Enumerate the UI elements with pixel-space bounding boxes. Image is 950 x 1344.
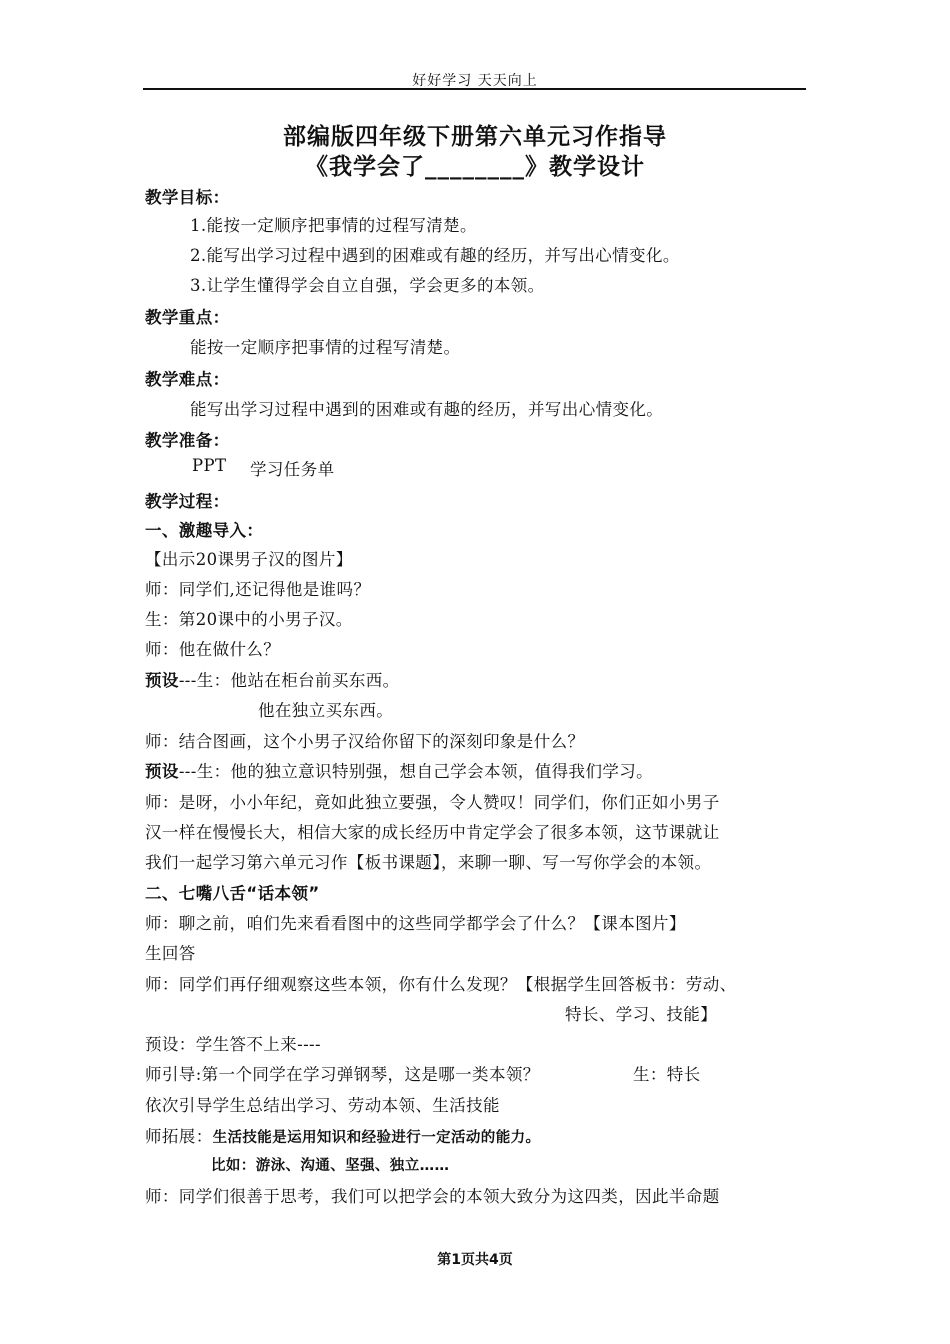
goal-item: 3.让学生懂得学会自立自强，学会更多的本领。 xyxy=(190,276,545,295)
section2-line: 特长、学习、技能】 xyxy=(565,1005,718,1024)
preset1-line xyxy=(145,667,400,691)
section2-last-line: 师：同学们很善于思考，我们可以把学会的本领大致分为这四类，因此半命题 xyxy=(145,1187,720,1206)
prep-item-ppt: PPT xyxy=(192,456,227,475)
difficulty-text: 能写出学习过程中遇到的困难或有趣的经历，并写出心情变化。 xyxy=(190,400,664,419)
preset1-text: ---生：他站在柜台前买东西。 xyxy=(178,671,400,690)
doc-title-line2: 《我学会了________》教学设计 xyxy=(305,154,645,180)
preset2-line xyxy=(145,758,653,782)
doc-title-line1: 部编版四年级下册第六单元习作指导 xyxy=(283,124,667,150)
expand-label: 师拓展： xyxy=(145,1127,213,1146)
focus-heading: 教学重点： xyxy=(145,308,230,327)
section1-para-line: 汉一样在慢慢长大，相信大家的成长经历中肯定学会了很多本领，这节课就让 xyxy=(145,823,720,842)
goal-item: 1.能按一定顺序把事情的过程写清楚。 xyxy=(190,216,477,235)
section2-line: 预设：学生答不上来---- xyxy=(145,1035,322,1054)
section1-line: 生：第20课中的小男子汉。 xyxy=(145,610,353,629)
focus-text: 能按一定顺序把事情的过程写清楚。 xyxy=(190,338,461,357)
section2-line: 依次引导学生总结出学习、劳动本领、生活技能 xyxy=(145,1096,500,1115)
page-footer: 第1页共4页 xyxy=(437,1252,513,1268)
section1-para-line: 师：是呀，小小年纪，竟如此独立要强，令人赞叹！同学们，你们正如小男子 xyxy=(145,793,720,812)
prep-item-tasksheet: 学习任务单 xyxy=(250,460,335,479)
section2-answer: 生：特长 xyxy=(633,1065,701,1084)
header-divider xyxy=(143,88,806,90)
section1-line: 【出示20课男子汉的图片】 xyxy=(145,550,353,569)
section2-line: 师引导:第一个同学在学习弹钢琴，这是哪一类本领？ xyxy=(145,1065,540,1084)
preset2-text: ---生：他的独立意识特别强，想自己学会本领，值得我们学习。 xyxy=(178,762,654,781)
goal-item: 2.能写出学习过程中遇到的困难或有趣的经历，并写出心情变化。 xyxy=(190,246,680,265)
header-motto: 好好学习 天天向上 xyxy=(412,73,538,89)
section2-line: 师：同学们再仔细观察这些本领，你有什么发现？【根据学生回答板书：劳动、 xyxy=(145,975,737,994)
preset2-label: 预设 xyxy=(145,762,179,781)
section2-line: 师：聊之前，咱们先来看看图中的这些同学都学会了什么？【课本图片】 xyxy=(145,914,686,933)
process-heading: 教学过程： xyxy=(145,492,230,511)
section1-para-line: 我们一起学习第六单元习作【板书课题】，来聊一聊、写一写你学会的本领。 xyxy=(145,853,712,872)
section1-line: 师：他在做什么？ xyxy=(145,640,281,659)
difficulty-heading: 教学难点： xyxy=(145,370,230,389)
expand-line xyxy=(145,1123,540,1147)
expand-text: 生活技能是运用知识和经验进行一定活动的能力。 xyxy=(212,1130,541,1146)
section2-heading: 二、七嘴八舌“话本领” xyxy=(145,884,320,903)
preset1-label: 预设 xyxy=(145,671,179,690)
section1-question: 师：结合图画，这个小男子汉给你留下的深刻印象是什么？ xyxy=(145,732,585,751)
prep-heading: 教学准备： xyxy=(145,431,230,450)
section1-line: 师：同学们,还记得他是谁吗？ xyxy=(145,580,371,599)
section2-line: 生回答 xyxy=(145,944,196,963)
example-line: 比如：游泳、沟通、坚强、独立…… xyxy=(211,1158,450,1174)
section1-heading: 一、激趣导入： xyxy=(145,521,264,540)
goals-heading: 教学目标： xyxy=(145,188,230,207)
preset1-text2: 他在独立买东西。 xyxy=(258,701,394,720)
